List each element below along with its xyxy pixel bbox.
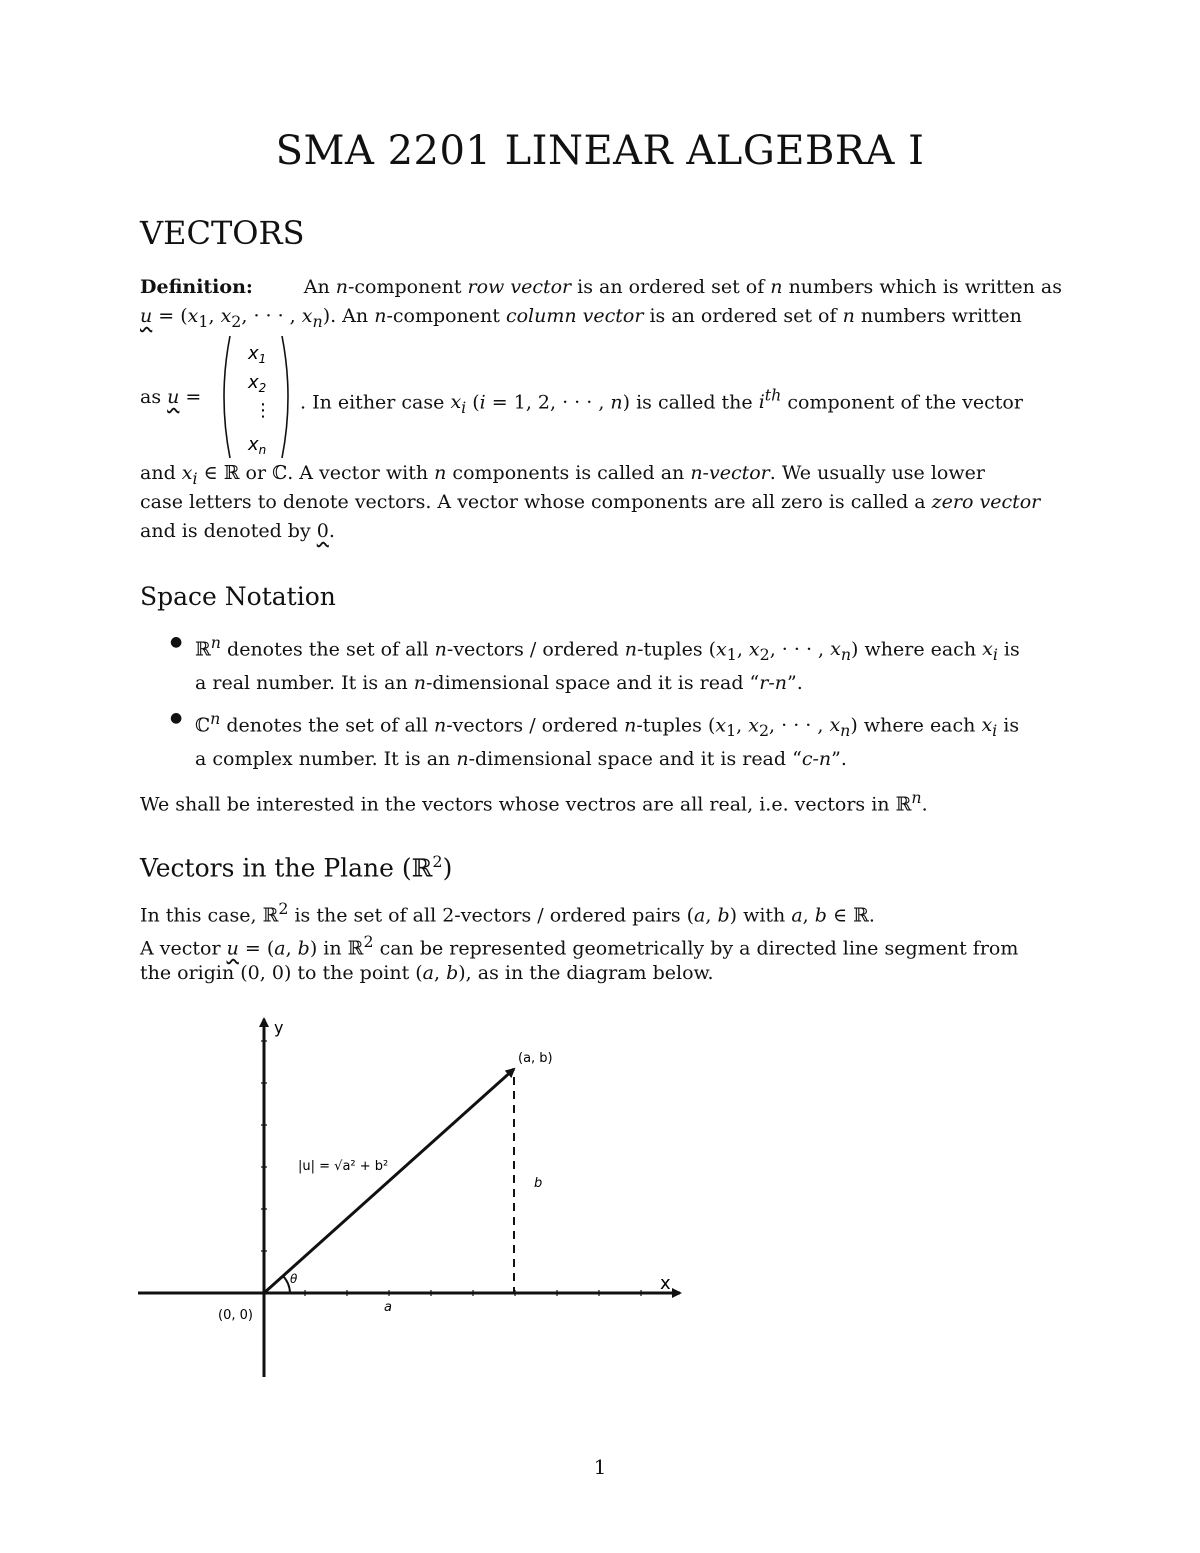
plane-line-3: the origin (0, 0) to the point (a, b), as in the diagram below.: [140, 962, 714, 984]
section-heading-vectors: VECTORS: [140, 214, 305, 252]
angle-label: θ: [290, 1272, 298, 1286]
definition-label: Definition:: [140, 276, 253, 298]
matrix-entry-3: ⋮: [254, 400, 272, 421]
section-heading-vectors-in-plane: Vectors in the Plane (ℝ$^2$): [140, 852, 453, 883]
point-label: (a, b): [518, 1051, 553, 1066]
vector-plane-diagram: [130, 1005, 700, 1385]
bullet-item-real: ℝ$^n$ denotes the set of all n-vectors / ordered n-tuples ($x_1$, $x_2$, · · · , $x_n$) where each $x_i$ is a real number. It is an n-dimensional space and it is read “r-n”.: [195, 633, 1020, 695]
plane-line-1: In this case, ℝ$^2$ is the set of all 2-vectors / ordered pairs (a, b) with a, b ∈ ℝ.: [140, 899, 875, 927]
page-number: 1: [593, 1455, 607, 1479]
origin-label: (0, 0): [218, 1308, 253, 1323]
definition-line-5: case letters to denote vectors. A vector whose components are all zero is called a zero vector: [140, 491, 1041, 513]
bullet-marker-1: ●: [170, 634, 183, 650]
vertical-length-label: b: [534, 1176, 543, 1191]
definition-line-1: Definition: An n-component row vector is an ordered set of n numbers which is written as: [140, 276, 1062, 298]
definition-line-2: $u = (x_1$, $x_2$, · · · , $x_n$). An n-component column vector is an ordered set of n numbers written: [140, 305, 1022, 331]
bullet-marker-2: ●: [170, 710, 183, 726]
space-closing-sentence: We shall be interested in the vectors whose vectros are all real, i.e. vectors in ℝ$^n$.: [140, 788, 928, 816]
magnitude-label: |u| = √a² + b²: [298, 1159, 389, 1174]
angle-arc: [283, 1276, 290, 1293]
bullet-item-complex: ℂ$^n$ denotes the set of all n-vectors / ordered n-tuples ($x_1$, $x_2$, · · · , $x_n$) where each $x_i$ is a complex number. It is an n-dimensional space and it is read “c-n”.: [195, 709, 1020, 771]
y-axis-label: y: [274, 1018, 284, 1037]
matrix-entry-1: $x_1$: [248, 343, 267, 366]
column-vector-matrix: [216, 334, 296, 460]
definition-line-3-start: as u =: [140, 386, 202, 408]
matrix-entry-4: $x_n$: [248, 434, 267, 457]
x-axis-label: x: [660, 1273, 671, 1294]
vector-arrow: [264, 1069, 514, 1293]
definition-line-3-rest: . In either case $x_i$ (i = 1, 2, · · · , n) is called the $i^{th}$ component of the vector: [300, 386, 1023, 418]
definition-line-4: and $x_i$ ∈ ℝ or ℂ. A vector with n components is called an n-vector. We usually use lower: [140, 462, 985, 488]
document-title: SMA 2201 LINEAR ALGEBRA I: [275, 128, 925, 174]
plane-line-2: A vector u = (a, b) in ℝ$^2$ can be represented geometrically by a directed line segment from: [140, 932, 1019, 960]
section-heading-space-notation: Space Notation: [140, 582, 336, 611]
horizontal-length-label: a: [384, 1300, 392, 1315]
definition-line-6: and is denoted by 0.: [140, 520, 335, 542]
matrix-entry-2: $x_2$: [248, 372, 267, 395]
